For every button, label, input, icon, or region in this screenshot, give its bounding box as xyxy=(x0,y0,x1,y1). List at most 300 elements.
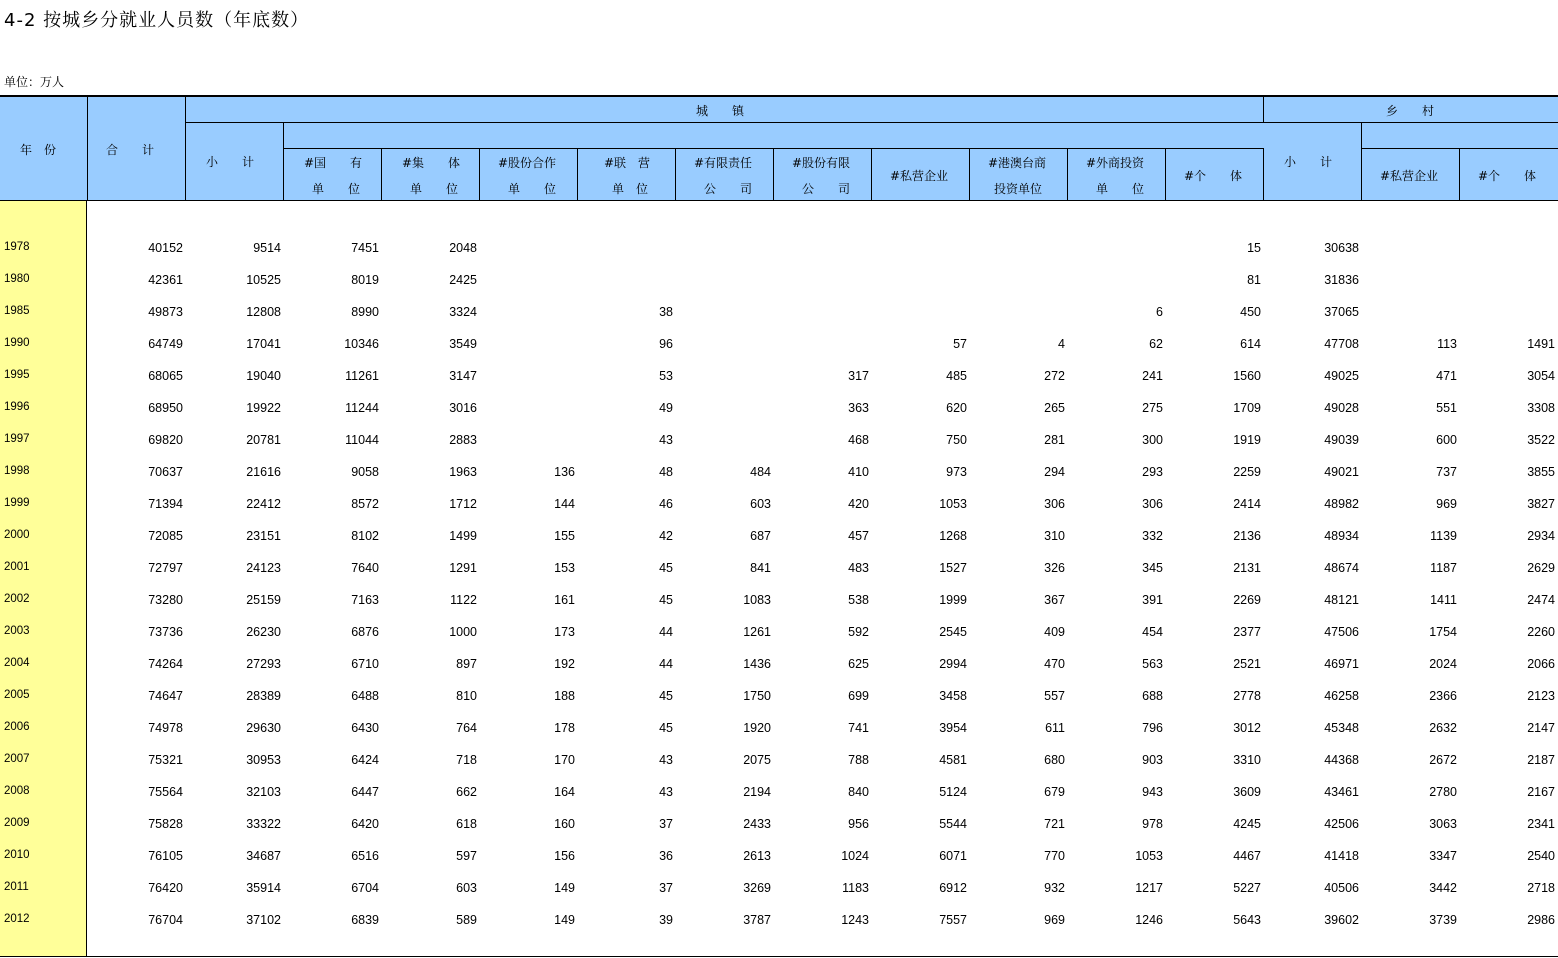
cell-coop: 136 xyxy=(554,465,575,479)
cell-joint: 36 xyxy=(659,849,673,863)
cell-foreign: 1217 xyxy=(1135,881,1163,895)
cell-individual: 450 xyxy=(1240,305,1261,319)
cell-hmt xyxy=(975,232,1065,264)
cell-foreign: 62 xyxy=(1149,337,1163,351)
cell-coop: 192 xyxy=(554,657,575,671)
cell-collective: 589 xyxy=(456,913,477,927)
header-coop-line1: #股份合作 xyxy=(498,156,557,170)
cell-rural-individual: 2341 xyxy=(1527,817,1555,831)
cell-collective: 618 xyxy=(456,817,477,831)
cell-hmt: 294 xyxy=(1044,465,1065,479)
table-row xyxy=(0,328,1558,360)
cell-collective: 1499 xyxy=(449,529,477,543)
cell-state: 10346 xyxy=(344,337,379,351)
header-joint-line2: 单 位 xyxy=(612,182,649,196)
cell-rural-subtotal: 42506 xyxy=(1324,817,1359,831)
header-urban-spacer xyxy=(284,123,1264,149)
cell-year: 2003 xyxy=(4,625,30,637)
cell-individual: 2259 xyxy=(1233,465,1261,479)
cell-total: 69820 xyxy=(148,433,183,447)
cell-collective: 1122 xyxy=(450,593,477,607)
cell-hmt: 326 xyxy=(1044,561,1065,575)
cell-individual: 4245 xyxy=(1233,817,1261,831)
cell-private: 3458 xyxy=(939,689,967,703)
header-rural-spacer xyxy=(1362,123,1558,149)
cell-rural-private: 471 xyxy=(1436,369,1457,383)
cell-rural-subtotal: 48121 xyxy=(1324,593,1359,607)
header-llc-line2: 公 司 xyxy=(704,182,753,196)
cell-llc: 3787 xyxy=(743,913,771,927)
cell-state: 6420 xyxy=(351,817,379,831)
cell-rural-individual: 2629 xyxy=(1527,561,1555,575)
cell-private: 485 xyxy=(946,369,967,383)
cell-rural-private: 2632 xyxy=(1429,721,1457,735)
cell-private: 4581 xyxy=(939,753,967,767)
cell-llc: 1261 xyxy=(743,625,771,639)
cell-private: 5544 xyxy=(939,817,967,831)
cell-foreign: 454 xyxy=(1142,625,1163,639)
table-row xyxy=(0,584,1558,616)
cell-urban-subtotal: 19922 xyxy=(246,401,281,415)
cell-rural-individual xyxy=(1465,264,1555,296)
cell-individual: 2521 xyxy=(1233,657,1261,671)
cell-private: 620 xyxy=(946,401,967,415)
cell-llc: 2194 xyxy=(743,785,771,799)
cell-year: 2010 xyxy=(4,849,30,861)
table-bottom-border xyxy=(0,956,1558,957)
cell-year: 2009 xyxy=(4,817,30,829)
cell-state: 8572 xyxy=(351,497,379,511)
cell-coop: 155 xyxy=(554,529,575,543)
cell-rural-individual: 2986 xyxy=(1527,913,1555,927)
cell-share: 420 xyxy=(848,497,869,511)
table-row xyxy=(0,776,1558,808)
cell-rural-subtotal: 45348 xyxy=(1324,721,1359,735)
cell-collective: 810 xyxy=(456,689,477,703)
header-coop xyxy=(480,149,578,201)
header-collective-line1: #集 体 xyxy=(402,156,461,170)
cell-foreign: 978 xyxy=(1142,817,1163,831)
cell-collective: 1963 xyxy=(449,465,477,479)
cell-urban-subtotal: 25159 xyxy=(246,593,281,607)
table-row xyxy=(0,840,1558,872)
cell-rural-subtotal: 49021 xyxy=(1324,465,1359,479)
cell-collective: 2883 xyxy=(449,433,477,447)
header-hmt-line1: #港澳台商 xyxy=(988,156,1047,170)
cell-coop: 188 xyxy=(554,689,575,703)
cell-foreign: 1053 xyxy=(1135,849,1163,863)
cell-foreign: 796 xyxy=(1142,721,1163,735)
cell-state: 11044 xyxy=(345,433,379,447)
header-private xyxy=(872,149,970,201)
cell-hmt: 281 xyxy=(1044,433,1065,447)
cell-private: 7557 xyxy=(939,913,967,927)
cell-urban-subtotal: 27293 xyxy=(246,657,281,671)
header-joint xyxy=(578,149,676,201)
table-title: 4-2 按城乡分就业人员数（年底数） xyxy=(4,10,310,31)
cell-rural-individual: 2123 xyxy=(1527,689,1555,703)
cell-individual: 81 xyxy=(1247,273,1261,287)
cell-joint: 37 xyxy=(659,817,673,831)
cell-share: 538 xyxy=(848,593,869,607)
header-rural-private-label: #私营企业 xyxy=(1380,169,1439,183)
cell-foreign: 275 xyxy=(1142,401,1163,415)
table-row xyxy=(0,392,1558,424)
cell-total: 71394 xyxy=(148,497,183,511)
cell-collective: 3324 xyxy=(449,305,477,319)
cell-individual: 2778 xyxy=(1233,689,1261,703)
cell-total: 75321 xyxy=(148,753,183,767)
table-row xyxy=(0,680,1558,712)
cell-private: 6912 xyxy=(939,881,967,895)
cell-collective: 3147 xyxy=(449,369,477,383)
cell-coop: 149 xyxy=(554,913,575,927)
header-individual-label: #个 体 xyxy=(1184,169,1243,183)
cell-coop xyxy=(485,392,575,424)
cell-rural-subtotal: 47506 xyxy=(1324,625,1359,639)
cell-share: 625 xyxy=(848,657,869,671)
cell-total: 76704 xyxy=(148,913,183,927)
cell-rural-individual: 1491 xyxy=(1527,337,1555,351)
cell-rural-individual: 2474 xyxy=(1527,593,1555,607)
cell-rural-individual: 3855 xyxy=(1527,465,1555,479)
cell-year: 2002 xyxy=(4,593,30,605)
cell-foreign: 293 xyxy=(1142,465,1163,479)
cell-rural-subtotal: 48674 xyxy=(1324,561,1359,575)
cell-state: 11261 xyxy=(345,369,379,383)
cell-joint: 45 xyxy=(659,689,673,703)
cell-rural-subtotal: 47708 xyxy=(1324,337,1359,351)
cell-total: 75828 xyxy=(148,817,183,831)
cell-share: 457 xyxy=(848,529,869,543)
cell-coop: 173 xyxy=(554,625,575,639)
cell-private: 1268 xyxy=(939,529,967,543)
cell-share: 1243 xyxy=(841,913,869,927)
cell-rural-individual: 2540 xyxy=(1527,849,1555,863)
cell-individual: 4467 xyxy=(1233,849,1261,863)
cell-coop xyxy=(485,296,575,328)
cell-rural-private: 1411 xyxy=(1430,593,1457,607)
cell-collective: 718 xyxy=(456,753,477,767)
cell-total: 72085 xyxy=(148,529,183,543)
cell-collective: 1000 xyxy=(449,625,477,639)
header-urban-subtotal xyxy=(186,123,284,201)
cell-individual: 2269 xyxy=(1233,593,1261,607)
cell-rural-subtotal: 44368 xyxy=(1324,753,1359,767)
cell-private: 2545 xyxy=(939,625,967,639)
header-year-label: 年 份 xyxy=(20,143,57,157)
cell-rural-individual: 2260 xyxy=(1527,625,1555,639)
table-row xyxy=(0,712,1558,744)
cell-rural-private: 2366 xyxy=(1429,689,1457,703)
cell-foreign: 300 xyxy=(1142,433,1163,447)
cell-state: 6710 xyxy=(351,657,379,671)
cell-joint: 48 xyxy=(659,465,673,479)
cell-private: 1999 xyxy=(939,593,967,607)
cell-rural-private xyxy=(1367,296,1457,328)
cell-rural-individual: 2066 xyxy=(1527,657,1555,671)
cell-hmt: 611 xyxy=(1045,721,1065,735)
cell-urban-subtotal: 17041 xyxy=(246,337,281,351)
cell-private xyxy=(877,232,967,264)
cell-total: 49873 xyxy=(148,305,183,319)
header-foreign-line1: #外商投资 xyxy=(1086,156,1145,170)
cell-rural-subtotal: 31836 xyxy=(1324,273,1359,287)
table-row xyxy=(0,264,1558,296)
header-rural-individual xyxy=(1460,149,1558,201)
cell-year: 1996 xyxy=(4,401,30,413)
cell-rural-subtotal: 48934 xyxy=(1324,529,1359,543)
cell-foreign: 241 xyxy=(1142,369,1163,383)
cell-rural-individual: 3054 xyxy=(1527,369,1555,383)
header-collective xyxy=(382,149,480,201)
cell-joint: 43 xyxy=(659,753,673,767)
cell-urban-subtotal: 28389 xyxy=(246,689,281,703)
cell-joint: 46 xyxy=(659,497,673,511)
cell-share: 1183 xyxy=(842,881,869,895)
cell-individual: 1709 xyxy=(1233,401,1261,415)
cell-total: 73280 xyxy=(148,593,183,607)
cell-year: 1985 xyxy=(4,305,30,317)
cell-private: 1053 xyxy=(939,497,967,511)
cell-collective: 1291 xyxy=(449,561,477,575)
cell-joint: 43 xyxy=(659,785,673,799)
header-total-label: 合 计 xyxy=(106,143,155,157)
cell-llc: 1436 xyxy=(743,657,771,671)
cell-state: 6424 xyxy=(351,753,379,767)
cell-year: 2005 xyxy=(4,689,30,701)
cell-urban-subtotal: 22412 xyxy=(246,497,281,511)
table-row xyxy=(0,488,1558,520)
cell-hmt: 367 xyxy=(1044,593,1065,607)
cell-share: 317 xyxy=(848,369,869,383)
cell-total: 75564 xyxy=(148,785,183,799)
cell-share: 363 xyxy=(848,401,869,415)
cell-rural-subtotal: 49025 xyxy=(1324,369,1359,383)
cell-rural-subtotal: 40506 xyxy=(1324,881,1359,895)
cell-individual: 614 xyxy=(1240,337,1261,351)
cell-joint: 43 xyxy=(659,433,673,447)
cell-coop xyxy=(485,328,575,360)
cell-urban-subtotal: 19040 xyxy=(246,369,281,383)
cell-year: 1997 xyxy=(4,433,30,445)
cell-urban-subtotal: 34687 xyxy=(246,849,281,863)
cell-year: 2007 xyxy=(4,753,30,765)
cell-rural-private: 737 xyxy=(1436,465,1457,479)
cell-state: 11244 xyxy=(345,401,379,415)
cell-urban-subtotal: 10525 xyxy=(246,273,281,287)
cell-hmt: 721 xyxy=(1044,817,1065,831)
cell-individual: 3310 xyxy=(1233,753,1261,767)
header-foreign xyxy=(1068,149,1166,201)
cell-rural-subtotal: 46971 xyxy=(1324,657,1359,671)
cell-rural-individual xyxy=(1465,296,1555,328)
cell-joint: 42 xyxy=(659,529,673,543)
cell-state: 6447 xyxy=(351,785,379,799)
cell-rural-private: 113 xyxy=(1437,337,1457,351)
cell-state: 6876 xyxy=(351,625,379,639)
cell-individual: 3609 xyxy=(1233,785,1261,799)
cell-year: 2006 xyxy=(4,721,30,733)
header-share-line1: #股份有限 xyxy=(792,156,851,170)
cell-rural-individual xyxy=(1465,232,1555,264)
cell-foreign: 903 xyxy=(1142,753,1163,767)
cell-collective: 603 xyxy=(456,881,477,895)
cell-llc: 2613 xyxy=(743,849,771,863)
cell-rural-subtotal: 49028 xyxy=(1324,401,1359,415)
cell-joint: 53 xyxy=(659,369,673,383)
cell-urban-subtotal: 32103 xyxy=(246,785,281,799)
cell-rural-subtotal: 46258 xyxy=(1324,689,1359,703)
cell-total: 68065 xyxy=(148,369,183,383)
cell-llc: 3269 xyxy=(743,881,771,895)
cell-coop: 178 xyxy=(554,721,575,735)
cell-foreign: 306 xyxy=(1142,497,1163,511)
cell-rural-private: 2780 xyxy=(1429,785,1457,799)
cell-hmt: 272 xyxy=(1044,369,1065,383)
cell-state: 8990 xyxy=(351,305,379,319)
cell-rural-private: 2672 xyxy=(1429,753,1457,767)
cell-rural-private: 3347 xyxy=(1429,849,1457,863)
cell-hmt: 679 xyxy=(1044,785,1065,799)
cell-coop xyxy=(485,424,575,456)
cell-total: 73736 xyxy=(148,625,183,639)
header-rural xyxy=(1264,97,1558,123)
cell-foreign: 345 xyxy=(1142,561,1163,575)
cell-llc xyxy=(681,424,771,456)
cell-collective: 764 xyxy=(456,721,477,735)
table-row xyxy=(0,232,1558,264)
header-rural-label: 乡 村 xyxy=(1386,104,1435,118)
cell-year: 2011 xyxy=(4,881,29,893)
cell-collective: 897 xyxy=(456,657,477,671)
cell-hmt: 770 xyxy=(1044,849,1065,863)
cell-state: 7163 xyxy=(351,593,379,607)
cell-individual: 1560 xyxy=(1233,369,1261,383)
header-year xyxy=(0,97,88,201)
cell-foreign xyxy=(1073,232,1163,264)
cell-total: 42361 xyxy=(148,273,183,287)
cell-state: 7451 xyxy=(351,241,379,255)
cell-coop: 144 xyxy=(554,497,575,511)
cell-rural-subtotal: 39602 xyxy=(1324,913,1359,927)
cell-share: 699 xyxy=(848,689,869,703)
cell-hmt: 409 xyxy=(1044,625,1065,639)
header-state xyxy=(284,149,382,201)
cell-collective: 662 xyxy=(456,785,477,799)
header-joint-line1: #联 营 xyxy=(604,156,651,170)
cell-urban-subtotal: 37102 xyxy=(246,913,281,927)
cell-rural-private xyxy=(1367,264,1457,296)
cell-collective: 597 xyxy=(456,849,477,863)
cell-llc: 1920 xyxy=(743,721,771,735)
table-row xyxy=(0,520,1558,552)
header-rural-subtotal xyxy=(1264,123,1362,201)
cell-foreign: 391 xyxy=(1142,593,1163,607)
cell-rural-subtotal: 49039 xyxy=(1324,433,1359,447)
header-hmt-line2: 投资单位 xyxy=(994,182,1043,196)
cell-llc xyxy=(681,328,771,360)
cell-total: 72797 xyxy=(148,561,183,575)
cell-private: 973 xyxy=(946,465,967,479)
cell-llc: 2433 xyxy=(743,817,771,831)
cell-total: 76420 xyxy=(148,881,183,895)
cell-coop: 156 xyxy=(554,849,575,863)
cell-state: 7640 xyxy=(351,561,379,575)
cell-rural-private: 1754 xyxy=(1429,625,1457,639)
cell-state: 6516 xyxy=(351,849,379,863)
cell-joint: 44 xyxy=(659,657,673,671)
cell-rural-individual: 2934 xyxy=(1527,529,1555,543)
cell-state: 8102 xyxy=(351,529,379,543)
cell-hmt: 470 xyxy=(1044,657,1065,671)
cell-year: 1980 xyxy=(4,273,30,285)
header-private-label: #私营企业 xyxy=(890,169,949,183)
header-foreign-line2: 单 位 xyxy=(1096,182,1145,196)
cell-year: 1990 xyxy=(4,337,30,349)
cell-rural-private: 551 xyxy=(1436,401,1457,415)
cell-share: 483 xyxy=(848,561,869,575)
cell-state: 6839 xyxy=(351,913,379,927)
cell-foreign: 6 xyxy=(1156,305,1163,319)
unit-label: 单位：万人 xyxy=(4,75,65,89)
cell-rural-individual: 2147 xyxy=(1527,721,1555,735)
cell-share xyxy=(779,296,869,328)
table-top-border xyxy=(0,95,1558,97)
cell-hmt: 265 xyxy=(1044,401,1065,415)
cell-joint: 45 xyxy=(659,561,673,575)
cell-state: 6704 xyxy=(351,881,379,895)
cell-year: 2000 xyxy=(4,529,30,541)
cell-rural-private: 600 xyxy=(1436,433,1457,447)
cell-rural-subtotal: 37065 xyxy=(1324,305,1359,319)
cell-urban-subtotal: 30953 xyxy=(246,753,281,767)
cell-rural-individual: 2718 xyxy=(1527,881,1555,895)
cell-private xyxy=(877,296,967,328)
header-coop-line2: 单 位 xyxy=(508,182,557,196)
cell-rural-individual: 3827 xyxy=(1527,497,1555,511)
cell-hmt xyxy=(975,296,1065,328)
cell-joint xyxy=(583,232,673,264)
cell-total: 40152 xyxy=(148,241,183,255)
table-row xyxy=(0,360,1558,392)
cell-individual: 2377 xyxy=(1233,625,1261,639)
header-urban-subtotal-label: 小 计 xyxy=(206,155,255,169)
cell-private: 1527 xyxy=(939,561,967,575)
cell-foreign: 332 xyxy=(1142,529,1163,543)
table-row xyxy=(0,744,1558,776)
cell-hmt xyxy=(975,264,1065,296)
cell-collective: 2425 xyxy=(449,273,477,287)
cell-llc xyxy=(681,264,771,296)
cell-joint: 37 xyxy=(659,881,673,895)
cell-rural-subtotal: 41418 xyxy=(1324,849,1359,863)
cell-individual: 15 xyxy=(1247,241,1261,255)
cell-share: 956 xyxy=(848,817,869,831)
cell-hmt: 4 xyxy=(1058,337,1065,351)
cell-foreign xyxy=(1073,264,1163,296)
table-row xyxy=(0,424,1558,456)
table-row xyxy=(0,456,1558,488)
cell-rural-private: 3442 xyxy=(1429,881,1457,895)
header-total xyxy=(88,97,186,201)
cell-total: 70637 xyxy=(148,465,183,479)
cell-joint: 45 xyxy=(659,721,673,735)
header-state-line1: #国 有 xyxy=(304,156,363,170)
table-row xyxy=(0,904,1558,936)
cell-coop: 160 xyxy=(554,817,575,831)
cell-rural-subtotal: 43461 xyxy=(1324,785,1359,799)
